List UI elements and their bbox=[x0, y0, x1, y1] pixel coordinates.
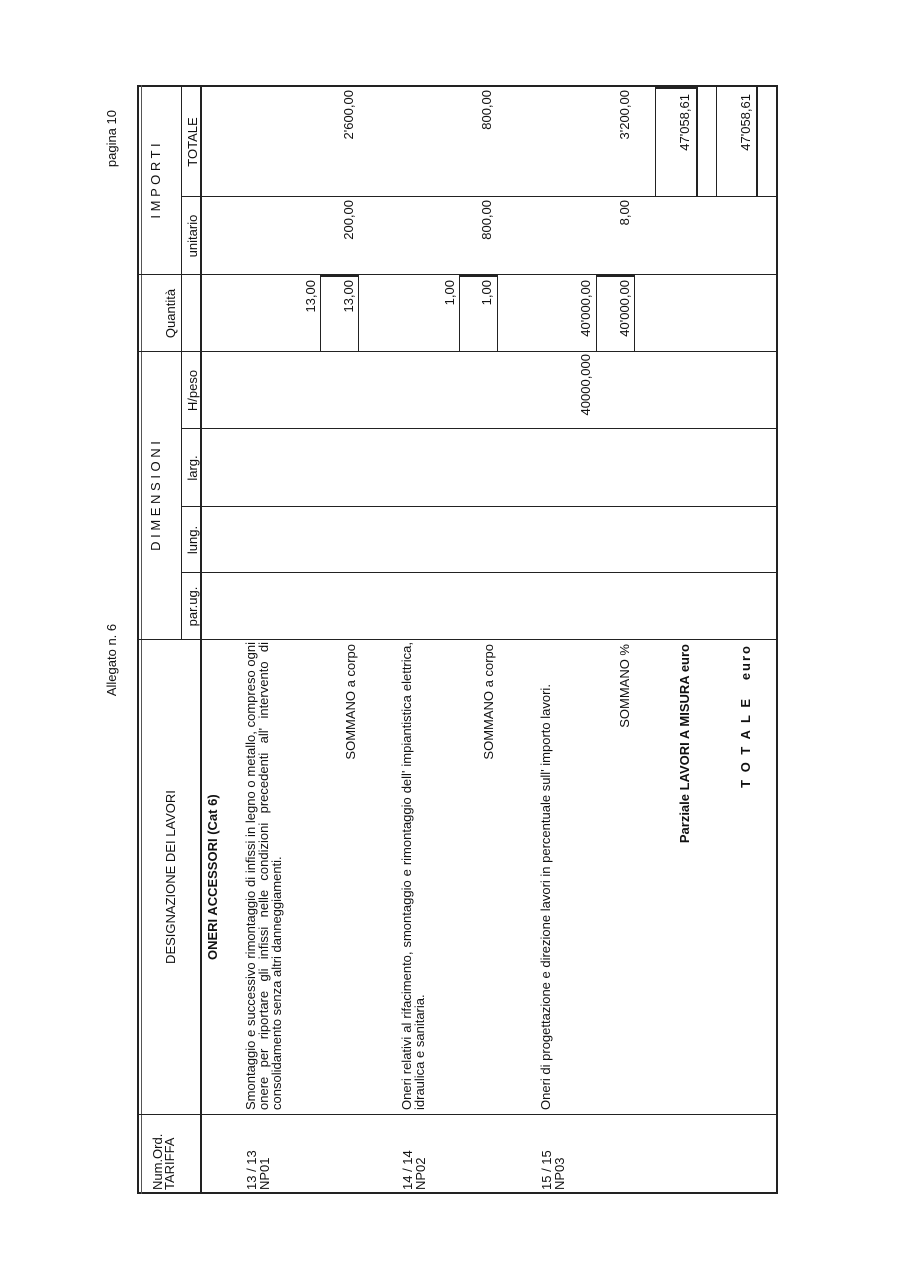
header-tariffa: TARIFFA bbox=[162, 1137, 177, 1190]
item-13-total: 2'600,00 bbox=[341, 90, 356, 140]
col-line-num bbox=[137, 1114, 778, 1115]
item-14-unit-price: 800,00 bbox=[479, 200, 494, 240]
header-quantita: Quantità bbox=[163, 288, 178, 339]
item-13-qty-rule bbox=[320, 275, 321, 352]
item-15-unit-price: 8,00 bbox=[617, 200, 632, 226]
item-13-qty-box bbox=[358, 275, 359, 352]
item-14-qty-rule bbox=[459, 275, 460, 352]
header-larg: larg. bbox=[185, 455, 200, 481]
item-15-qty-box bbox=[634, 275, 635, 352]
parziale-label: Parziale LAVORI A MISURA euro bbox=[677, 644, 692, 844]
page-number: pagina 10 bbox=[104, 110, 119, 168]
item-13-code: NP01 bbox=[257, 1157, 272, 1190]
item-13-sommano-qty: 13,00 bbox=[341, 280, 356, 313]
totale-value: 47'058,61 bbox=[738, 94, 753, 151]
table-border-left bbox=[137, 1192, 778, 1194]
item-15-num: 15 / 15 bbox=[539, 1150, 554, 1190]
item-14-sommano-label: SOMMANO a corpo bbox=[481, 644, 496, 760]
col-line-qty bbox=[137, 274, 778, 275]
col-line-parug bbox=[181, 572, 778, 573]
item-14-num: 14 / 14 bbox=[400, 1150, 415, 1190]
parziale-box-top bbox=[655, 87, 656, 197]
item-14-code: NP02 bbox=[413, 1157, 428, 1190]
item-15-h-peso: 40000,000 bbox=[578, 354, 593, 416]
category-title: ONERI ACCESSORI (Cat 6) bbox=[205, 794, 220, 960]
col-line-larg bbox=[181, 428, 778, 429]
attachment-label: Allegato n. 6 bbox=[104, 623, 119, 697]
totale-label: T O T A L E euro bbox=[738, 644, 753, 788]
header-importi: I M P O R T I bbox=[148, 143, 163, 219]
header-unitario: unitario bbox=[185, 214, 200, 258]
header-designazione: DESIGNAZIONE DEI LAVORI bbox=[163, 790, 178, 964]
item-15-sommano-label: SOMMANO % bbox=[617, 644, 632, 728]
item-15-qty-rule bbox=[596, 275, 597, 352]
item-14-line-qty: 1,00 bbox=[442, 280, 457, 306]
item-13-unit-price: 200,00 bbox=[341, 200, 356, 240]
totale-box-top bbox=[716, 87, 717, 197]
col-line-lung bbox=[181, 506, 778, 507]
item-13-num: 13 / 13 bbox=[244, 1150, 259, 1190]
item-13-qty-box-right bbox=[320, 275, 358, 277]
header-num-ord: Num.Ord. bbox=[150, 1133, 165, 1190]
header-h-peso: H/peso bbox=[185, 369, 200, 412]
parziale-box-right bbox=[655, 87, 698, 89]
header-dimensioni: D I M E N S I O N I bbox=[148, 441, 163, 551]
item-15-line-qty: 40'000,00 bbox=[578, 280, 593, 337]
header-par-ug: par.ug. bbox=[185, 586, 200, 627]
col-line-hpeso bbox=[137, 351, 778, 352]
item-13-sommano-label: SOMMANO a corpo bbox=[343, 644, 358, 760]
parziale-box-mid bbox=[696, 87, 698, 197]
item-14-sommano-qty: 1,00 bbox=[479, 280, 494, 306]
header-divider-sub bbox=[181, 87, 182, 640]
item-13-line-qty: 13,00 bbox=[303, 280, 318, 313]
header-lung: lung. bbox=[185, 525, 200, 555]
item-14-qty-box-right bbox=[459, 275, 497, 277]
item-15-total: 3'200,00 bbox=[617, 90, 632, 140]
col-line-desc bbox=[137, 639, 778, 640]
item-14-description: Oneri relativi al rifacimento, smontaggio e rimontaggio dell' impiantistica elettrica, idraulica e sanitaria. bbox=[399, 642, 427, 1110]
item-15-qty-box-right bbox=[596, 275, 634, 277]
item-15-code: NP03 bbox=[552, 1157, 567, 1190]
col-line-unit bbox=[181, 196, 778, 197]
parziale-value: 47'058,61 bbox=[677, 94, 692, 151]
header-totale: TOTALE bbox=[185, 117, 200, 167]
totale-box-bottom bbox=[756, 87, 758, 197]
item-13-description: Smontaggio e successivo rimontaggio di infissi in legno o metallo, compreso ogni onere per riportare gli infissi nelle condizioni precedenti all' intervento di consolidamento senza altri danneggiamenti. bbox=[243, 642, 284, 1110]
item-15-description: Oneri di progettazione e direzione lavori in percentuale sull' importo lavori. bbox=[538, 684, 553, 1110]
item-15-sommano-qty: 40'000,00 bbox=[617, 280, 632, 337]
item-14-qty-box bbox=[497, 275, 498, 352]
item-14-total: 800,00 bbox=[479, 90, 494, 130]
